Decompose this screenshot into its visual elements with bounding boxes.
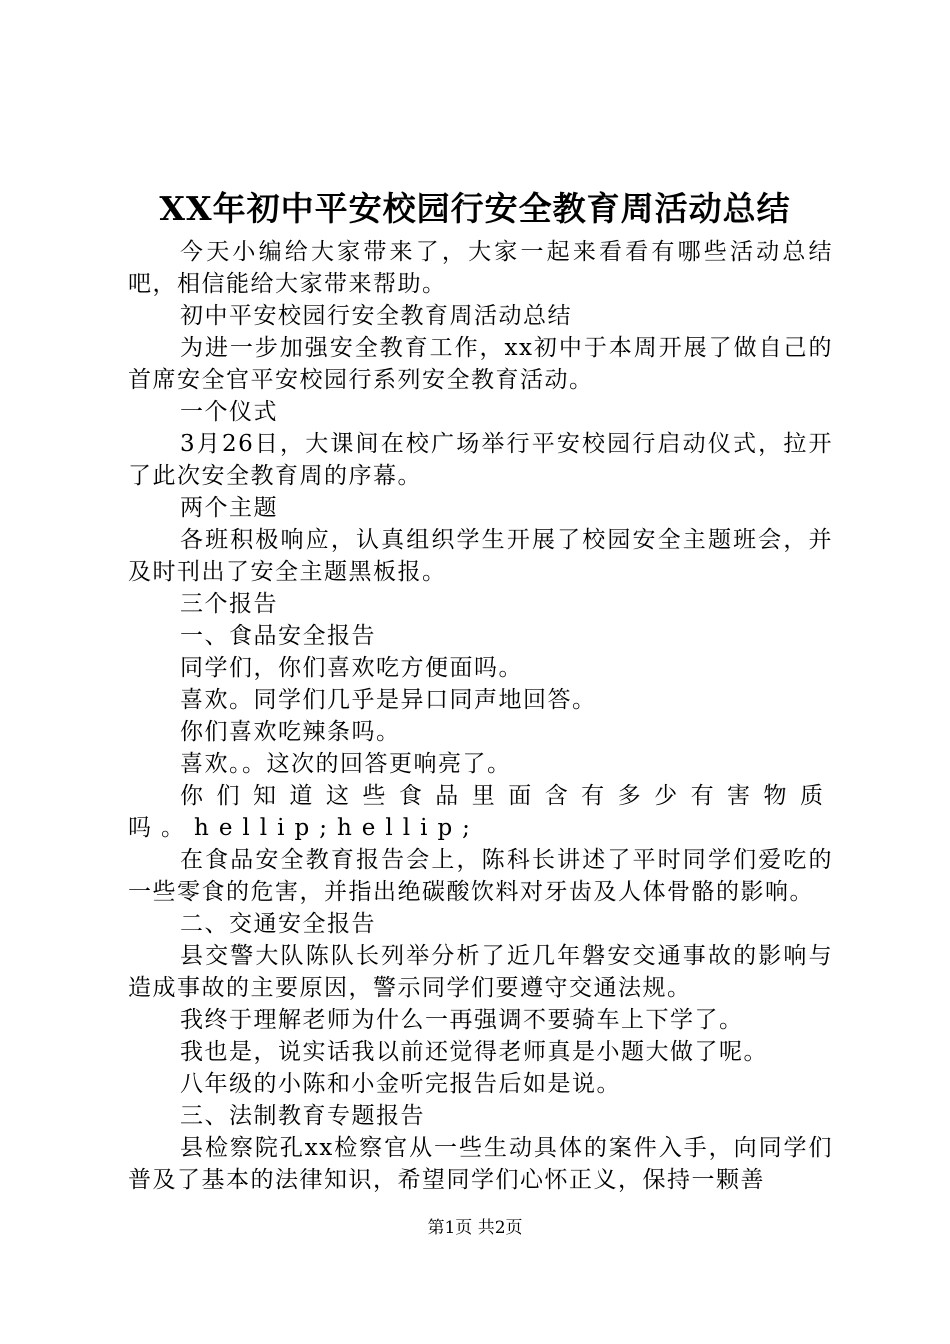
paragraph: 我终于理解老师为什么一再强调不要骑车上下学了。 xyxy=(180,1007,744,1033)
document-title: XX年初中平安校园行安全教育周活动总结 xyxy=(159,189,791,228)
paragraph: 同学们，你们喜欢吃方便面吗。 xyxy=(180,655,523,681)
paragraph: 你们喜欢吃辣条吗。 xyxy=(180,719,401,745)
paragraph: 今天小编给大家带来了，大家一起来看看有哪些活动总结吧，相信能给大家带来帮助。 xyxy=(128,239,833,297)
paragraph: 喜欢。。这次的回答更响亮了。 xyxy=(180,751,512,777)
paragraph: 喜欢。同学们几乎是异口同声地回答。 xyxy=(180,687,597,713)
paragraph: 县交警大队陈队长列举分析了近几年磐安交通事故的影响与造成事故的主要原因，警示同学们要遵守交通法规。 xyxy=(128,943,833,1001)
paragraph: 你们知道这些食品里面含有多少有害物质吗。hellip;hellip; xyxy=(128,783,833,841)
paragraph: 一个仪式 xyxy=(180,399,278,425)
paragraph: 八年级的小陈和小金听完报告后如是说。 xyxy=(180,1071,621,1097)
paragraph: 二、交通安全报告 xyxy=(180,911,376,937)
document-body xyxy=(128,236,833,1196)
page-footer: 第1页 共2页 xyxy=(427,1218,523,1238)
paragraph: 县检察院孔xx检察官从一些生动具体的案件入手，向同学们普及了基本的法律知识，希望同学们心怀正义，保持一颗善 xyxy=(128,1135,833,1193)
paragraph: 为进一步加强安全教育工作，xx初中于本周开展了做自己的首席安全官平安校园行系列安全教育活动。 xyxy=(128,335,833,393)
paragraph: 3月26日，大课间在校广场举行平安校园行启动仪式，拉开了此次安全教育周的序幕。 xyxy=(128,431,833,489)
paragraph: 两个主题 xyxy=(180,495,278,521)
paragraph: 三个报告 xyxy=(180,591,278,617)
paragraph: 一、食品安全报告 xyxy=(180,623,376,649)
paragraph: 在食品安全教育报告会上，陈科长讲述了平时同学们爱吃的一些零食的危害，并指出绝碳酸饮料对牙齿及人体骨骼的影响。 xyxy=(128,847,833,905)
paragraph: 各班积极响应，认真组织学生开展了校园安全主题班会，并及时刊出了安全主题黑板报。 xyxy=(128,527,833,585)
paragraph: 我也是，说实话我以前还觉得老师真是小题大做了呢。 xyxy=(180,1039,768,1065)
paragraph: 三、法制教育专题报告 xyxy=(180,1103,425,1129)
paragraph: 初中平安校园行安全教育周活动总结 xyxy=(180,303,572,329)
